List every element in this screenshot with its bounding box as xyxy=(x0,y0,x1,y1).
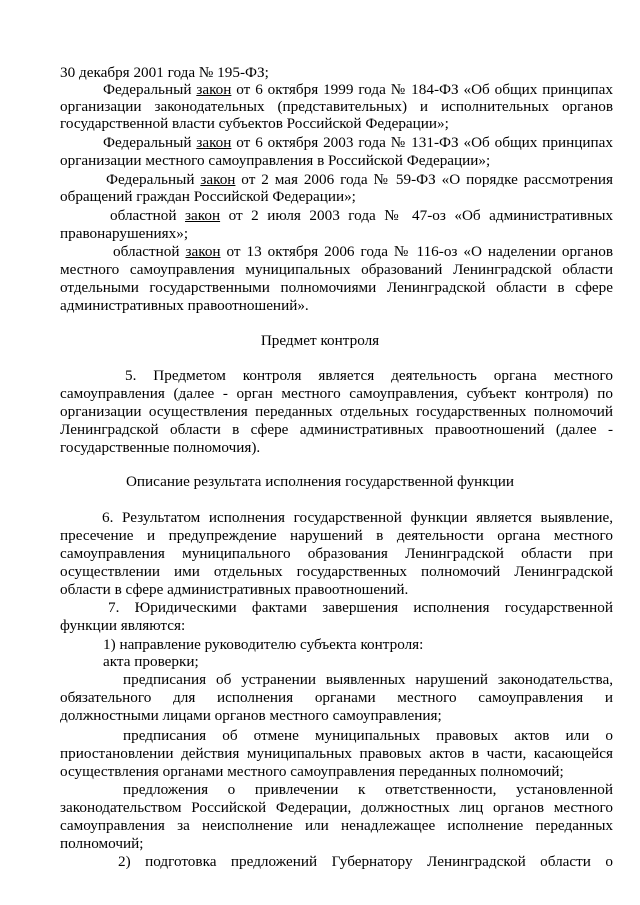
text-line: самоуправления муниципального образования Ленинградской области при xyxy=(60,545,613,562)
text-line: Ленинградской области в сфере административных правоотношений (далее - xyxy=(60,421,613,438)
text-line: 6. Результатом исполнения государственной функции является выявление, xyxy=(102,509,613,526)
text-line: функции являются: xyxy=(60,617,186,634)
text-line: должностными лицами органов местного самоуправления; xyxy=(60,707,442,724)
text-line: обращений граждан Российской Федерации»; xyxy=(60,188,356,205)
text-line: организации местного самоуправления в Российской Федерации»; xyxy=(60,152,491,169)
text-line: осуществлении ими отдельных государственных полномочий Ленинградской xyxy=(60,563,613,580)
text-line: местного самоуправления муниципальных образований Ленинградской области xyxy=(60,261,613,278)
section-heading: Предмет контроля xyxy=(260,332,380,349)
text-line: 7. Юридическими фактами завершения исполнения государственной xyxy=(108,599,613,616)
text-line: областной закон от 2 июля 2003 года № 47-оз «Об административных xyxy=(110,207,613,224)
law-link[interactable]: закон xyxy=(196,134,232,151)
text-line: Федеральный закон от 6 октября 2003 года № 131-ФЗ «Об общих принципах xyxy=(103,134,613,151)
text-line: организации законодательных (представительных) и исполнительных органов xyxy=(60,98,613,115)
text-line: государственные полномочия). xyxy=(60,439,261,456)
text-line: правонарушениях»; xyxy=(60,225,189,242)
text-line: самоуправления за неисполнение или ненадлежащее исполнение переданных xyxy=(60,817,613,834)
law-link[interactable]: закон xyxy=(196,81,232,98)
text-line: Федеральный закон от 6 октября 1999 года № 184-ФЗ «Об общих принципах xyxy=(103,81,613,98)
text-line: приостановлении действия муниципальных правовых актов в части, касающейся xyxy=(60,745,613,762)
law-link[interactable]: закон xyxy=(185,243,221,260)
text-line: предписания об устранении выявленных нарушений законодательства, xyxy=(123,671,613,688)
text-line: Федеральный закон от 2 мая 2006 года № 59-ФЗ «О порядке рассмотрения xyxy=(106,171,613,188)
section-heading: Описание результата исполнения государственной функции xyxy=(125,473,515,490)
text-line: 30 декабря 2001 года № 195-ФЗ; xyxy=(60,64,269,81)
text-line: пресечение и предупреждение нарушений в деятельности органа местного xyxy=(60,527,613,544)
text-line: отдельными государственными полномочиями Ленинградской области в сфере xyxy=(60,279,613,296)
text-line: государственной власти субъектов Российской Федерации»; xyxy=(60,115,449,132)
law-link[interactable]: закон xyxy=(185,207,221,224)
text-line: полномочий; xyxy=(60,835,144,852)
text-line: 5. Предметом контроля является деятельность органа местного xyxy=(125,367,613,384)
law-link[interactable]: закон xyxy=(200,171,236,188)
text-line: осуществления органами местного самоуправления переданных полномочий; xyxy=(60,763,564,780)
text-line: организации осуществления переданных отдельных государственных полномочий xyxy=(60,403,613,420)
text-line: 1) направление руководителю субъекта контроля: xyxy=(103,636,424,653)
text-line: областной закон от 13 октября 2006 года № 116-оз «О наделении органов xyxy=(113,243,613,260)
text-line: акта проверки; xyxy=(103,653,199,670)
text-line: самоуправления (далее - орган местного самоуправления, субъект контроля) по xyxy=(60,385,613,402)
text-line: предписания об отмене муниципальных правовых актов или о xyxy=(123,727,613,744)
text-line: обязательного для исполнения органами местного самоуправления и xyxy=(60,689,613,706)
text-line: предложения о привлечении к ответственности, установленной xyxy=(123,781,613,798)
text-line: законодательством Российской Федерации, должностных лиц органов местного xyxy=(60,799,613,816)
text-line: административных правоотношений». xyxy=(60,297,309,314)
text-line: области в сфере административных правоотношений. xyxy=(60,581,409,598)
text-line: 2) подготовка предложений Губернатору Ленинградской области о xyxy=(118,853,613,870)
